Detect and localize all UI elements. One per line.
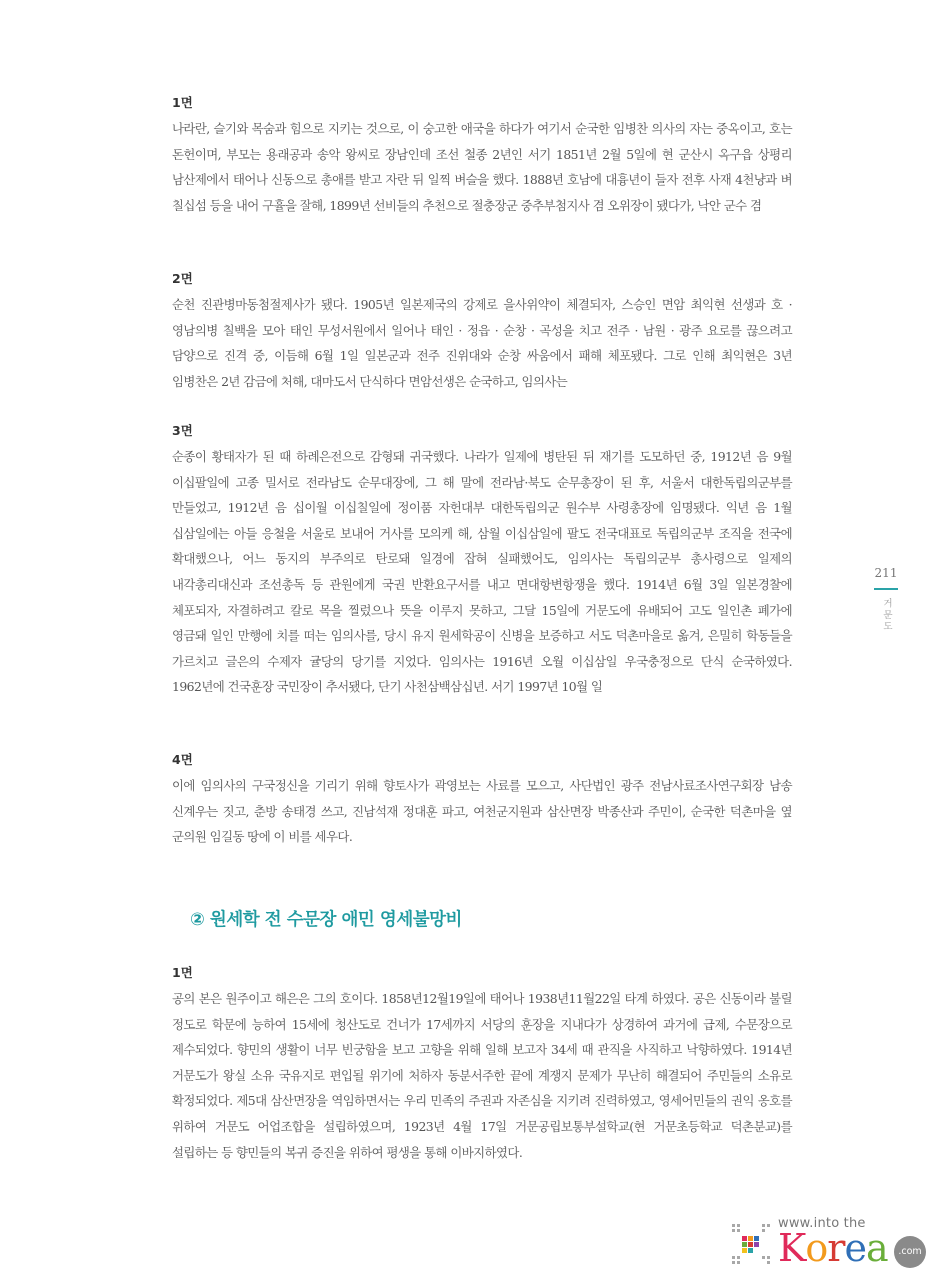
- page-number: 211: [874, 566, 898, 580]
- section-heading: 1면: [172, 95, 193, 110]
- section-body: 순종이 황태자가 된 때 하례은전으로 감형돼 귀국했다. 나라가 일제에 병탄된 뒤 재기를 도모하던 중, 1912년 음 9월 이십팔일에 고종 밀서로 전라남도 순무대장에, 그 해 말에 전라남·북도 순무총장이 된 후, 서울서 대한독립의군부를 만들었고, 1912년 음 십이월 이십칠일에 정이품 자헌대부 대한독립의군 원수부 사령총장에 임명됐다. 익년 음 1월 십삼일에는 아들 응철을 서울로 보내어 거사를 모의케 해, 삼월 이십삼일에 팔도 전국대표로 독립의군부 조직을 전국에 확대했으나, 어느 동지의 부주의로 탄로돼 일경에 잡혀 실패했어도, 임의사는 독립의군부 총사령으로 일제의 내각총리대신과 조선총독 등 관원에게 국권 반환요구서를 내고 면대항변항쟁을 했다. 1914년 6월 3일 일본경찰에 체포되자, 자결하려고 칼로 목을 찔렀으나 뜻을 이루지 못하고, 그달 15일에 거문도에 유배되어 고도 일인촌 폐가에 영금돼 일인 만행에 치를 떠는 임의사를, 당시 유지 원세학공이 신병을 보증하고 서도 덕촌마을로 옮겨, 은밀히 학동들을 가르치고 글은의 수제자 귤당의 당기를 지었다. 임의사는 1916년 오월 이십삼일 우국충정으로 단식 순국하였다. 1962년에 건국훈장 국민장이 추서됐다, 단기 사천삼백삼십년. 서기 1997년 10월 일: [172, 449, 792, 695]
- section-1-face-2: [172, 266, 792, 394]
- logo-www: www.: [778, 1216, 814, 1231]
- section-heading: 1면: [172, 965, 193, 980]
- chapter-label: 거문도: [881, 598, 892, 633]
- logo-letter: o: [805, 1226, 828, 1270]
- section-body: 나라란, 슬기와 목숨과 힘으로 지키는 것으로, 이 숭고한 애국을 하다가 여기서 순국한 임병찬 의사의 자는 중옥이고, 호는 돈헌이며, 부모는 용래공과 송악 왕씨로 장남인데 조선 철종 2년인 서기 1851년 2월 5일에 현 군산시 옥구읍 상평리 남산제에서 태어나 신동으로 총애를 받고 자란 뒤 일찍 벼슬을 했다. 1888년 호남에 대흉년이 들자 전후 사재 4천냥과 벼 칠십섬 등을 내어 구휼을 잘해, 1899년 선비들의 추천으로 절충장군 중추부첨지사 겸 오위장이 됐다가, 낙안 군수 겸: [172, 121, 792, 213]
- logo-letter: r: [827, 1226, 845, 1270]
- section-heading: 3면: [172, 423, 193, 438]
- logo-dot-com-badge: .com: [894, 1236, 926, 1268]
- logo-letter: K: [778, 1226, 806, 1270]
- logo-korea-wordmark: [778, 1226, 888, 1270]
- section-body: 공의 본은 원주이고 해은은 그의 호이다. 1858년12월19일에 태어나 1938년11월22일 타계 하였다. 공은 신동이라 불릴 정도로 학문에 능하여 15세에 청산도로 건너가 17세까지 서당의 훈장을 지내다가 상경하여 과거에 급제, 수문장으로 제수되었다. 향민의 생활이 너무 빈궁함을 보고 고향을 위해 일해 보고자 34세 때 관직을 사직하고 낙향하였다. 1914년 거문도가 왕실 소유 국유지로 편입될 위기에 처하자 동분서주한 끝에 계쟁지 문제가 무난히 해결되어 주민들의 소유로 확정되었다. 제5대 삼산면장을 역임하면서는 우리 민족의 주권과 자존심을 지키려 진력하였고, 영세어민들의 권익 옹호를 위하여 거문도 어업조합을 설립하였으며, 1923년 4월 17일 거문공립보통부설학교(현 거문초등학교 덕촌분교)를 설립하는 등 향민들의 복귀 증진을 위하여 평생을 통해 이바지하였다.: [172, 991, 792, 1160]
- monument-subtitle: ② 원세학 전 수문장 애민 영세불망비: [190, 910, 462, 930]
- logo-letter: e: [844, 1226, 866, 1270]
- intothekorea-logo: [732, 1216, 928, 1274]
- section-heading: 4면: [172, 752, 193, 767]
- section-2-face-1: [172, 960, 792, 1165]
- logo-letter: a: [865, 1226, 888, 1270]
- logo-dots-icon: [732, 1222, 772, 1266]
- section-body: 이에 임의사의 구국정신을 기리기 위해 향토사가 곽영보는 사료를 모으고, 사단법인 광주 전남사료조사연구회장 남송 신계우는 짓고, 춘방 송태경 쓰고, 진남석재 정대훈 파고, 여천군지원과 삼산면장 박종산과 주민이, 순국한 덕촌마을 옆 군의원 임길동 땅에 이 비를 세우다.: [172, 778, 792, 845]
- section-1-face-1: [172, 90, 792, 218]
- logo-into-the: into the: [813, 1216, 866, 1231]
- section-body: 순천 진관병마동첨절제사가 됐다. 1905년 일본제국의 강제로 을사위약이 체결되자, 스승인 면암 최익현 선생과 호 · 영남의병 칠백을 모아 태인 무성서원에서 일어나 태인 · 정읍 · 순창 · 곡성을 치고 전주 · 남원 · 광주 요로를 끊으려고 담양으로 진격 중, 이듬해 6월 1일 일본군과 전주 진위대와 순창 싸움에서 패해 체포됐다. 그로 인해 최익현은 3년 임병찬은 2년 감금에 처해, 대마도서 단식하다 면암선생은 순국하고, 임의사는: [172, 297, 792, 389]
- page-number-rule: [874, 588, 898, 590]
- section-1-face-3: [172, 418, 792, 700]
- section-1-face-4: [172, 747, 792, 850]
- section-heading: 2면: [172, 271, 193, 286]
